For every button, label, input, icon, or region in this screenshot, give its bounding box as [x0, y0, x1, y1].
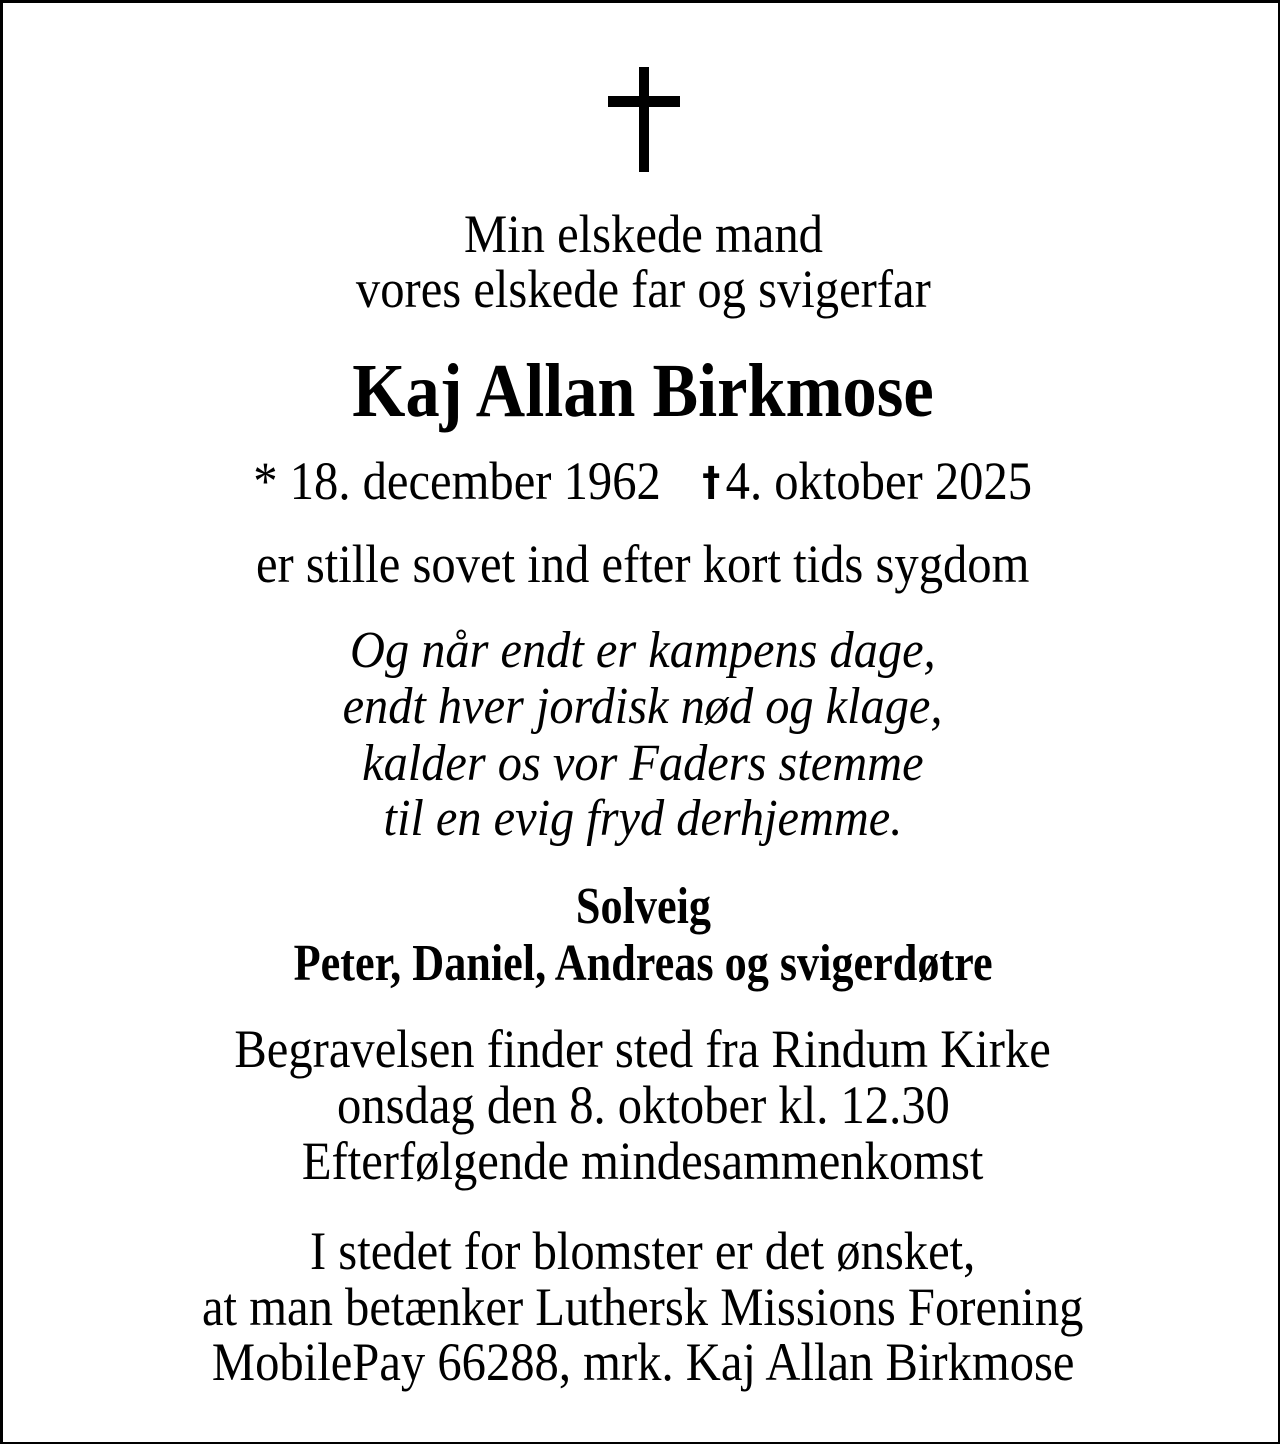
death-cross-icon: † [702, 459, 721, 505]
latin-cross-icon [608, 67, 680, 172]
intro-line-1: Min elskede mand [463, 204, 823, 264]
statement: er stille sovet ind efter kort tids sygdom [256, 534, 1030, 594]
poem-line-1: Og når endt er kampens dage, [350, 622, 936, 679]
poem-line-2: endt hver jordisk nød og klage, [343, 678, 943, 735]
birth-date: 18. december 1962 [290, 451, 662, 511]
mourner-spouse: Solveig [575, 878, 711, 935]
funeral-line-2: onsdag den 8. oktober kl. 12.30 [336, 1075, 950, 1135]
funeral-line-3: Efterfølgende mindesammenkomst [302, 1131, 984, 1191]
deceased-name: Kaj Allan Birkmose [352, 349, 934, 433]
donation-line-3: MobilePay 66288, mrk. Kaj Allan Birkmose [211, 1332, 1075, 1392]
birth-symbol: * [253, 451, 278, 511]
dates-line [3, 451, 1280, 511]
poem-line-4: til en evig fryd derhjemme. [383, 790, 903, 847]
mourner-children: Peter, Daniel, Andreas og svigerdøtre [293, 935, 993, 992]
intro-line-2: vores elskede far og svigerfar [355, 259, 931, 319]
death-date: 4. oktober 2025 [725, 451, 1033, 511]
donation-line-1: I stedet for blomster er det ønsket, [310, 1221, 976, 1281]
funeral-line-1: Begravelsen finder sted fra Rindum Kirke [234, 1019, 1052, 1079]
donation-line-2: at man betænker Luthersk Missions Forening [202, 1277, 1084, 1337]
poem-line-3: kalder os vor Faders stemme [362, 735, 924, 792]
